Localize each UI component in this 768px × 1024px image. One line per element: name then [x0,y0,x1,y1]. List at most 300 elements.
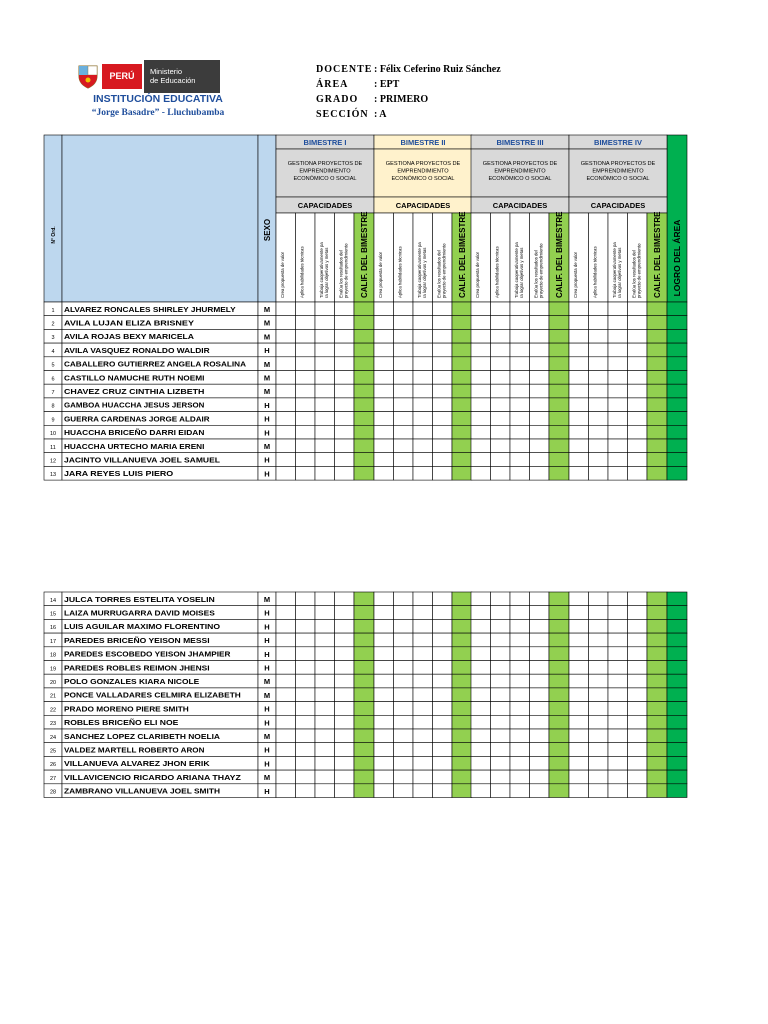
grade-cell [413,592,433,606]
grade-cell [491,715,511,729]
row-number: 28 [49,789,57,796]
grade-cell [589,661,609,675]
competencia-text: ECONÓMICO O SOCIAL [391,176,455,182]
grade-cell [413,784,433,798]
capacidad-label: Trabaja cooperativamente pa [417,242,422,298]
capacidad-label: proyecto de emprendimiento [441,243,447,298]
grade-cell [530,729,550,743]
grade-cell [374,398,394,412]
grade-cell [276,343,296,357]
calif-cell [452,756,472,770]
grade-cell [315,357,335,371]
grade-cell [433,661,453,675]
student-name: SANCHEZ LOPEZ CLARIBETH NOELIA [64,731,221,741]
grade-cell [589,398,609,412]
calif-cell [452,592,472,606]
grade-cell [374,702,394,716]
grade-cell [394,384,414,398]
capacidad-label: Evalúa los resultados del [631,250,637,298]
capacidad-label: Aplica habilidades técnicas [397,246,403,298]
logro-cell [667,715,687,729]
grade-cell [433,384,453,398]
calif-cell [452,425,472,439]
grade-cell [491,729,511,743]
student-name: PAREDES ROBLES REIMON JHENSI [64,663,210,673]
capacidad-header-cell [276,213,296,302]
grade-cell [569,661,589,675]
student-name: LAIZA MURRUGARRA DAVID MOISES [64,608,215,618]
student-name: ZAMBRANO VILLANUEVA JOEL SMITH [64,786,221,796]
grade-cell [491,661,511,675]
grade-cell [433,743,453,757]
grade-cell [608,357,628,371]
logro-cell [667,756,687,770]
grade-cell [628,688,648,702]
grade-cell [335,715,355,729]
calif-label: CALIF. DEL BIMESTRE [458,211,467,298]
student-sex: H [264,469,270,479]
grade-cell [394,715,414,729]
grade-cell [413,619,433,633]
grade-cell [374,329,394,343]
grade-cell [608,770,628,784]
grade-cell [276,606,296,620]
grade-cell [491,466,511,480]
grade-cell [628,316,648,330]
calif-cell [647,384,667,398]
grade-cell [530,688,550,702]
grade-cell [569,453,589,467]
grade-cell [530,674,550,688]
grade-cell [335,412,355,426]
grade-cell [491,371,511,385]
grade-cell [589,453,609,467]
grade-cell [394,688,414,702]
calif-cell [452,702,472,716]
grade-cell [433,702,453,716]
grade-cell [569,384,589,398]
grade-cell [433,371,453,385]
capacidad-label: ra lograr objetivos y metas [519,247,524,298]
competencia-text: GESTIONA PROYECTOS DE [287,161,363,167]
grade-cell [394,412,414,426]
calif-cell [549,647,569,661]
row-number: 7 [51,390,55,396]
grade-cell [296,688,316,702]
row-number: 18 [49,652,57,659]
grade-cell [394,729,414,743]
student-sex: H [264,414,270,424]
grade-cell [491,412,511,426]
grade-cell [530,647,550,661]
grade-cell [394,702,414,716]
student-name: VILLAVICENCIO RICARDO ARIANA THAYZ [64,772,242,782]
grade-cell [491,343,511,357]
grade-cell [413,425,433,439]
competencia-text: EMPRENDIMIENTO [494,168,546,175]
logro-cell [667,743,687,757]
grade-cell [491,784,511,798]
grade-cell [491,606,511,620]
competencia-text: EMPRENDIMIENTO [592,168,644,175]
grade-cell [569,606,589,620]
calif-cell [354,661,374,675]
grade-cell [530,633,550,647]
calif-cell [647,371,667,385]
grade-cell [296,661,316,675]
grade-cell [335,770,355,784]
calif-cell [354,784,374,798]
grade-cell [471,592,491,606]
calif-cell [549,592,569,606]
calif-cell [452,466,472,480]
grade-cell [374,770,394,784]
grade-cell [315,592,335,606]
grade-cell [471,316,491,330]
calif-cell [452,633,472,647]
grade-cell [589,743,609,757]
row-number: 16 [49,625,57,632]
grade-cell [276,398,296,412]
row-number: 25 [49,748,57,755]
grade-cell [510,770,530,784]
grade-cell [491,384,511,398]
grade-cell [374,371,394,385]
calif-cell [647,715,667,729]
grade-cell [315,784,335,798]
grade-cell [374,756,394,770]
grade-cell [589,316,609,330]
row-number: 13 [49,472,57,479]
calif-cell [452,412,472,426]
grade-cell [413,661,433,675]
logro-cell [667,674,687,688]
grade-cell [569,398,589,412]
info-key: GRADO [316,94,359,105]
grade-cell [510,784,530,798]
grade-cell [335,702,355,716]
grade-cell [471,715,491,729]
capacidad-label: ra lograr objetivos y metas [422,247,427,298]
grade-cell [394,619,414,633]
grade-cell [608,647,628,661]
grade-cell [433,453,453,467]
grade-cell [491,592,511,606]
grade-cell [315,674,335,688]
grade-cell [413,371,433,385]
info-key: ÁREA [316,79,349,90]
grade-cell [530,756,550,770]
grade-cell [315,743,335,757]
grade-cell [530,606,550,620]
calif-cell [549,743,569,757]
grade-cell [589,702,609,716]
grade-cell [374,674,394,688]
grade-cell [335,302,355,316]
grade-cell [510,633,530,647]
grade-cell [394,329,414,343]
grade-cell [433,688,453,702]
grade-cell [471,412,491,426]
calif-cell [354,743,374,757]
grade-cell [510,729,530,743]
grade-cell [433,439,453,453]
capacidad-label: Evalúa los resultados del [338,250,344,298]
grade-cell [608,606,628,620]
school-name: “Jorge Basadre” - Lluchubamba [91,108,225,118]
grade-cell [569,674,589,688]
calif-cell [647,688,667,702]
institution-label: INSTITUCIÓN EDUCATIVA [93,93,223,105]
calif-cell [647,756,667,770]
grade-cell [628,702,648,716]
grade-cell [628,784,648,798]
grade-cell [394,674,414,688]
grade-cell [589,729,609,743]
grade-cell [530,466,550,480]
calif-cell [549,466,569,480]
grade-cell [296,466,316,480]
grade-cell [374,633,394,647]
capacidades-label: CAPACIDADES [590,201,646,210]
logro-cell [667,592,687,606]
grade-cell [589,606,609,620]
grade-cell [628,466,648,480]
capacidad-label: proyecto de emprendimiento [636,243,642,298]
student-sex: H [264,786,270,796]
grade-cell [335,756,355,770]
info-value: : PRIMERO [374,94,429,105]
logro-cell [667,316,687,330]
info-value: : Félix Ceferino Ruiz Sánchez [374,64,501,75]
grade-cell [569,329,589,343]
row-number: 14 [49,597,57,604]
grade-cell [315,425,335,439]
calif-cell [354,702,374,716]
grade-cell [315,343,335,357]
grade-cell [276,384,296,398]
grade-cell [276,425,296,439]
grade-cell [315,466,335,480]
grade-cell [335,453,355,467]
grade-cell [589,371,609,385]
capacidad-label: Aplica habilidades técnicas [494,246,500,298]
grade-cell [433,606,453,620]
grade-cell [589,674,609,688]
grade-cell [510,343,530,357]
grade-cell [394,661,414,675]
grade-cell [374,357,394,371]
grade-cell [394,439,414,453]
grade-cell [315,647,335,661]
grade-cell [608,316,628,330]
calif-cell [549,357,569,371]
calif-cell [354,647,374,661]
capacidad-header-cell [394,213,414,302]
num-header-cell [44,135,62,302]
competencia-text: GESTIONA PROYECTOS DE [385,161,461,167]
grade-cell [589,688,609,702]
calif-cell [549,412,569,426]
grade-cell [569,439,589,453]
row-number: 4 [51,348,55,355]
calif-cell [452,316,472,330]
grade-cell [569,343,589,357]
grade-cell [276,756,296,770]
grade-cell [569,756,589,770]
student-name: AVILA ROJAS BEXY MARICELA [64,332,195,342]
grade-cell [394,357,414,371]
grade-cell [491,702,511,716]
grade-cell [510,688,530,702]
capacidad-label: Trabaja cooperativamente pa [514,242,519,298]
grade-cell [491,453,511,467]
capacidades-label: CAPACIDADES [297,201,353,210]
grade-cell [276,357,296,371]
grade-cell [491,329,511,343]
student-sex: H [264,346,270,356]
grade-cell [276,633,296,647]
grade-cell [471,384,491,398]
grade-cell [433,302,453,316]
row-number: 19 [49,666,57,673]
logro-cell [667,371,687,385]
calif-cell [549,398,569,412]
grade-cell [569,357,589,371]
calif-cell [647,661,667,675]
grade-cell [394,316,414,330]
grade-cell [315,619,335,633]
grade-cell [608,343,628,357]
calif-cell [549,302,569,316]
student-sex: M [263,332,271,342]
grade-cell [374,647,394,661]
row-number: 11 [50,444,56,451]
grade-cell [335,384,355,398]
grade-cell [530,702,550,716]
logro-cell [667,647,687,661]
grade-cell [315,439,335,453]
grade-cell [335,633,355,647]
grade-cell [374,302,394,316]
grade-cell [628,770,648,784]
competencia-text: EMPRENDIMIENTO [397,168,449,175]
grade-cell [413,329,433,343]
grade-cell [276,466,296,480]
student-sex: M [263,595,271,604]
calif-cell [647,453,667,467]
grade-cell [335,688,355,702]
grade-cell [569,466,589,480]
grade-cell [433,770,453,784]
grade-cell [510,606,530,620]
grade-cell [589,619,609,633]
calif-cell [354,715,374,729]
student-name: ROBLES BRICEÑO ELI NOE [64,718,179,728]
row-number: 1 [51,307,55,314]
grade-cell [413,384,433,398]
student-name: CHAVEZ CRUZ CINTHIA LIZBETH [64,387,205,396]
grade-cell [530,316,550,330]
grade-cell [433,647,453,661]
calif-cell [354,729,374,743]
calif-cell [549,770,569,784]
grade-cell [628,743,648,757]
grade-cell [491,439,511,453]
capacidad-label: Crea propuesta de valor [573,251,578,298]
grade-cell [335,743,355,757]
grade-cell [608,329,628,343]
grade-cell [296,784,316,798]
calif-cell [452,343,472,357]
grade-cell [296,674,316,688]
grade-cell [335,329,355,343]
student-sex: H [264,455,270,465]
bimestre-title: BIMESTRE III [496,138,544,147]
grade-cell [374,592,394,606]
student-sex: H [264,745,270,755]
calif-cell [549,729,569,743]
grade-cell [374,439,394,453]
grade-cell [510,592,530,606]
grade-cell [276,329,296,343]
logro-cell [667,425,687,439]
grade-cell [530,453,550,467]
capacidad-label: ra lograr objetivos y metas [617,247,622,298]
grade-cell [608,302,628,316]
grade-cell [335,619,355,633]
grade-cell [315,371,335,385]
grade-cell [510,329,530,343]
grade-cell [296,756,316,770]
calif-cell [452,715,472,729]
grade-cell [413,715,433,729]
logro-cell [667,770,687,784]
calif-cell [452,619,472,633]
grade-cell [628,384,648,398]
competencia-text: ECONÓMICO O SOCIAL [293,176,357,182]
grade-cell [315,316,335,330]
grade-cell [589,343,609,357]
grade-cell [471,729,491,743]
grade-cell [315,756,335,770]
student-name: GUERRA CARDENAS JORGE ALDAIR [64,414,211,424]
grade-cell [413,756,433,770]
calif-cell [354,412,374,426]
grade-cell [394,633,414,647]
calif-cell [354,770,374,784]
row-number: 21 [49,693,57,700]
grade-cell [491,302,511,316]
info-key: SECCIÓN [316,109,369,120]
student-name: VILLANUEVA ALVAREZ JHON ERIK [64,759,211,769]
capacidad-label: proyecto de emprendimiento [343,243,349,298]
grade-cell [510,357,530,371]
grade-cell [530,398,550,412]
grade-cell [374,784,394,798]
grade-cell [296,729,316,743]
calif-label: CALIF. DEL BIMESTRE [653,211,662,298]
calif-cell [549,619,569,633]
grade-cell [491,688,511,702]
capacidad-label: Crea propuesta de valor [378,251,383,298]
capacidad-header-cell [569,213,589,302]
grade-cell [315,398,335,412]
calif-cell [452,357,472,371]
calif-cell [549,425,569,439]
calif-cell [452,329,472,343]
grade-cell [296,425,316,439]
